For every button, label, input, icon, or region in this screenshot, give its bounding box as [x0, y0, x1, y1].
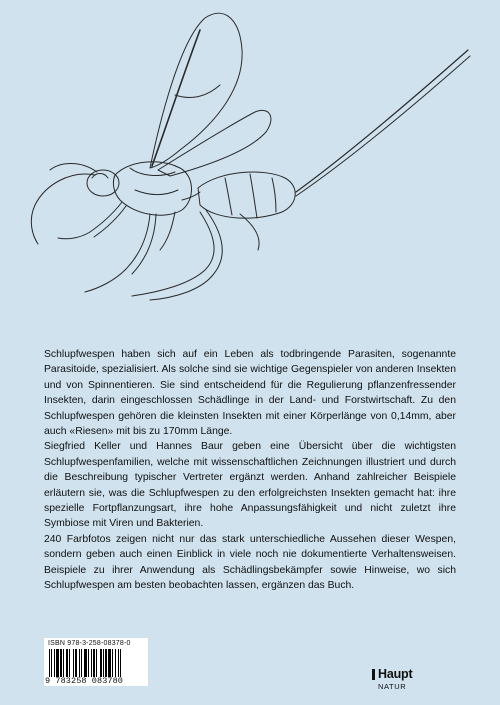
barcode-bar — [84, 649, 87, 677]
barcode — [44, 638, 148, 686]
antenna — [31, 174, 95, 244]
barcode-bar — [54, 649, 55, 677]
abdomen — [198, 172, 295, 218]
ean-digits: 9 783258 083780 — [45, 676, 124, 686]
barcode-bar — [69, 649, 70, 677]
barcode-bar — [88, 649, 89, 677]
barcode-bars — [49, 649, 143, 677]
barcode-bar — [56, 649, 59, 677]
barcode-bar — [100, 649, 102, 677]
barcode-bar — [96, 649, 97, 677]
publisher-logo — [372, 667, 462, 693]
barcode-bar — [51, 649, 52, 677]
barcode-bar — [79, 649, 80, 677]
barcode-bar — [115, 649, 116, 677]
barcode-bar — [81, 649, 82, 677]
barcode-bar — [73, 649, 74, 677]
forewing — [150, 13, 242, 168]
barcode-bar — [118, 649, 119, 677]
barcode-bar — [49, 649, 50, 677]
barcode-bar — [75, 649, 77, 677]
barcode-bar — [103, 649, 104, 677]
isbn-label: ISBN 978-3-258-08378-0 — [48, 640, 131, 647]
blurb-paragraph-2: Siegfried Keller und Hannes Baur geben eine Übersicht über die wichtigsten Schlupfwespenfamilien, welche mit wissenschaftlichen Zeichnungen illustriert und durch die Beschreibung typischer Vertreter ergänzt werden. Anhand zahlreicher Beispiele erläutern sie, was die Schlupfwespen zu den erfolgreichsten Insekten gemacht hat: ihre spezielle Fortpflanzungsart, ihre hohe Anpassungsfähigkeit und nicht zuletzt ihre Symbiose mit Viren und Bakterien. — [44, 441, 456, 530]
back-cover-blurb — [44, 347, 456, 594]
barcode-bar — [108, 649, 111, 677]
barcode-bar — [112, 649, 113, 677]
barcode-bar — [63, 649, 64, 677]
barcode-bar — [93, 649, 95, 677]
ovipositor — [296, 50, 468, 192]
barcode-bar — [91, 649, 92, 677]
barcode-bar — [120, 649, 121, 677]
barcode-bar — [60, 649, 62, 677]
barcode-bar — [66, 649, 68, 677]
publisher-line: NATUR — [378, 682, 407, 691]
publisher-name: Haupt — [378, 667, 413, 681]
blurb-paragraph-1: Schlupfwespen haben sich auf ein Leben als todbringende Parasiten, sogenannte Parasitoide, spezialisiert. Als solche sind sie wichtige Gegenspieler von anderen Insekten und von Spinnentieren. Sie sind entscheidend für die Regulierung pflanzenfressender Insekten, darin eingeschlossen Schädlinge in der Land- und Forstwirtschaft. Zu den Schlupfwespen gehören die kleinsten Insekten mit einer Körperlänge von 0,14mm, aber auch «Riesen» mit bis zu 170mm Länge. — [44, 349, 456, 438]
blurb-paragraph-3: 240 Farbfotos zeigen nicht nur das stark unterschiedliche Aussehen dieser Wespen, sondern geben auch einen Einblick in viele noch nie dokumentierte Verhaltensweisen. Beispiele zu ihrer Anwendung als Schädlingsbekämpfer sowie Hinweise, wo sich Schlupfwespen am besten beobachten lassen, ergänzen das Buch. — [44, 533, 456, 592]
wasp-illustration — [0, 0, 500, 330]
barcode-bar — [105, 649, 107, 677]
publisher-mark-icon — [372, 669, 375, 680]
